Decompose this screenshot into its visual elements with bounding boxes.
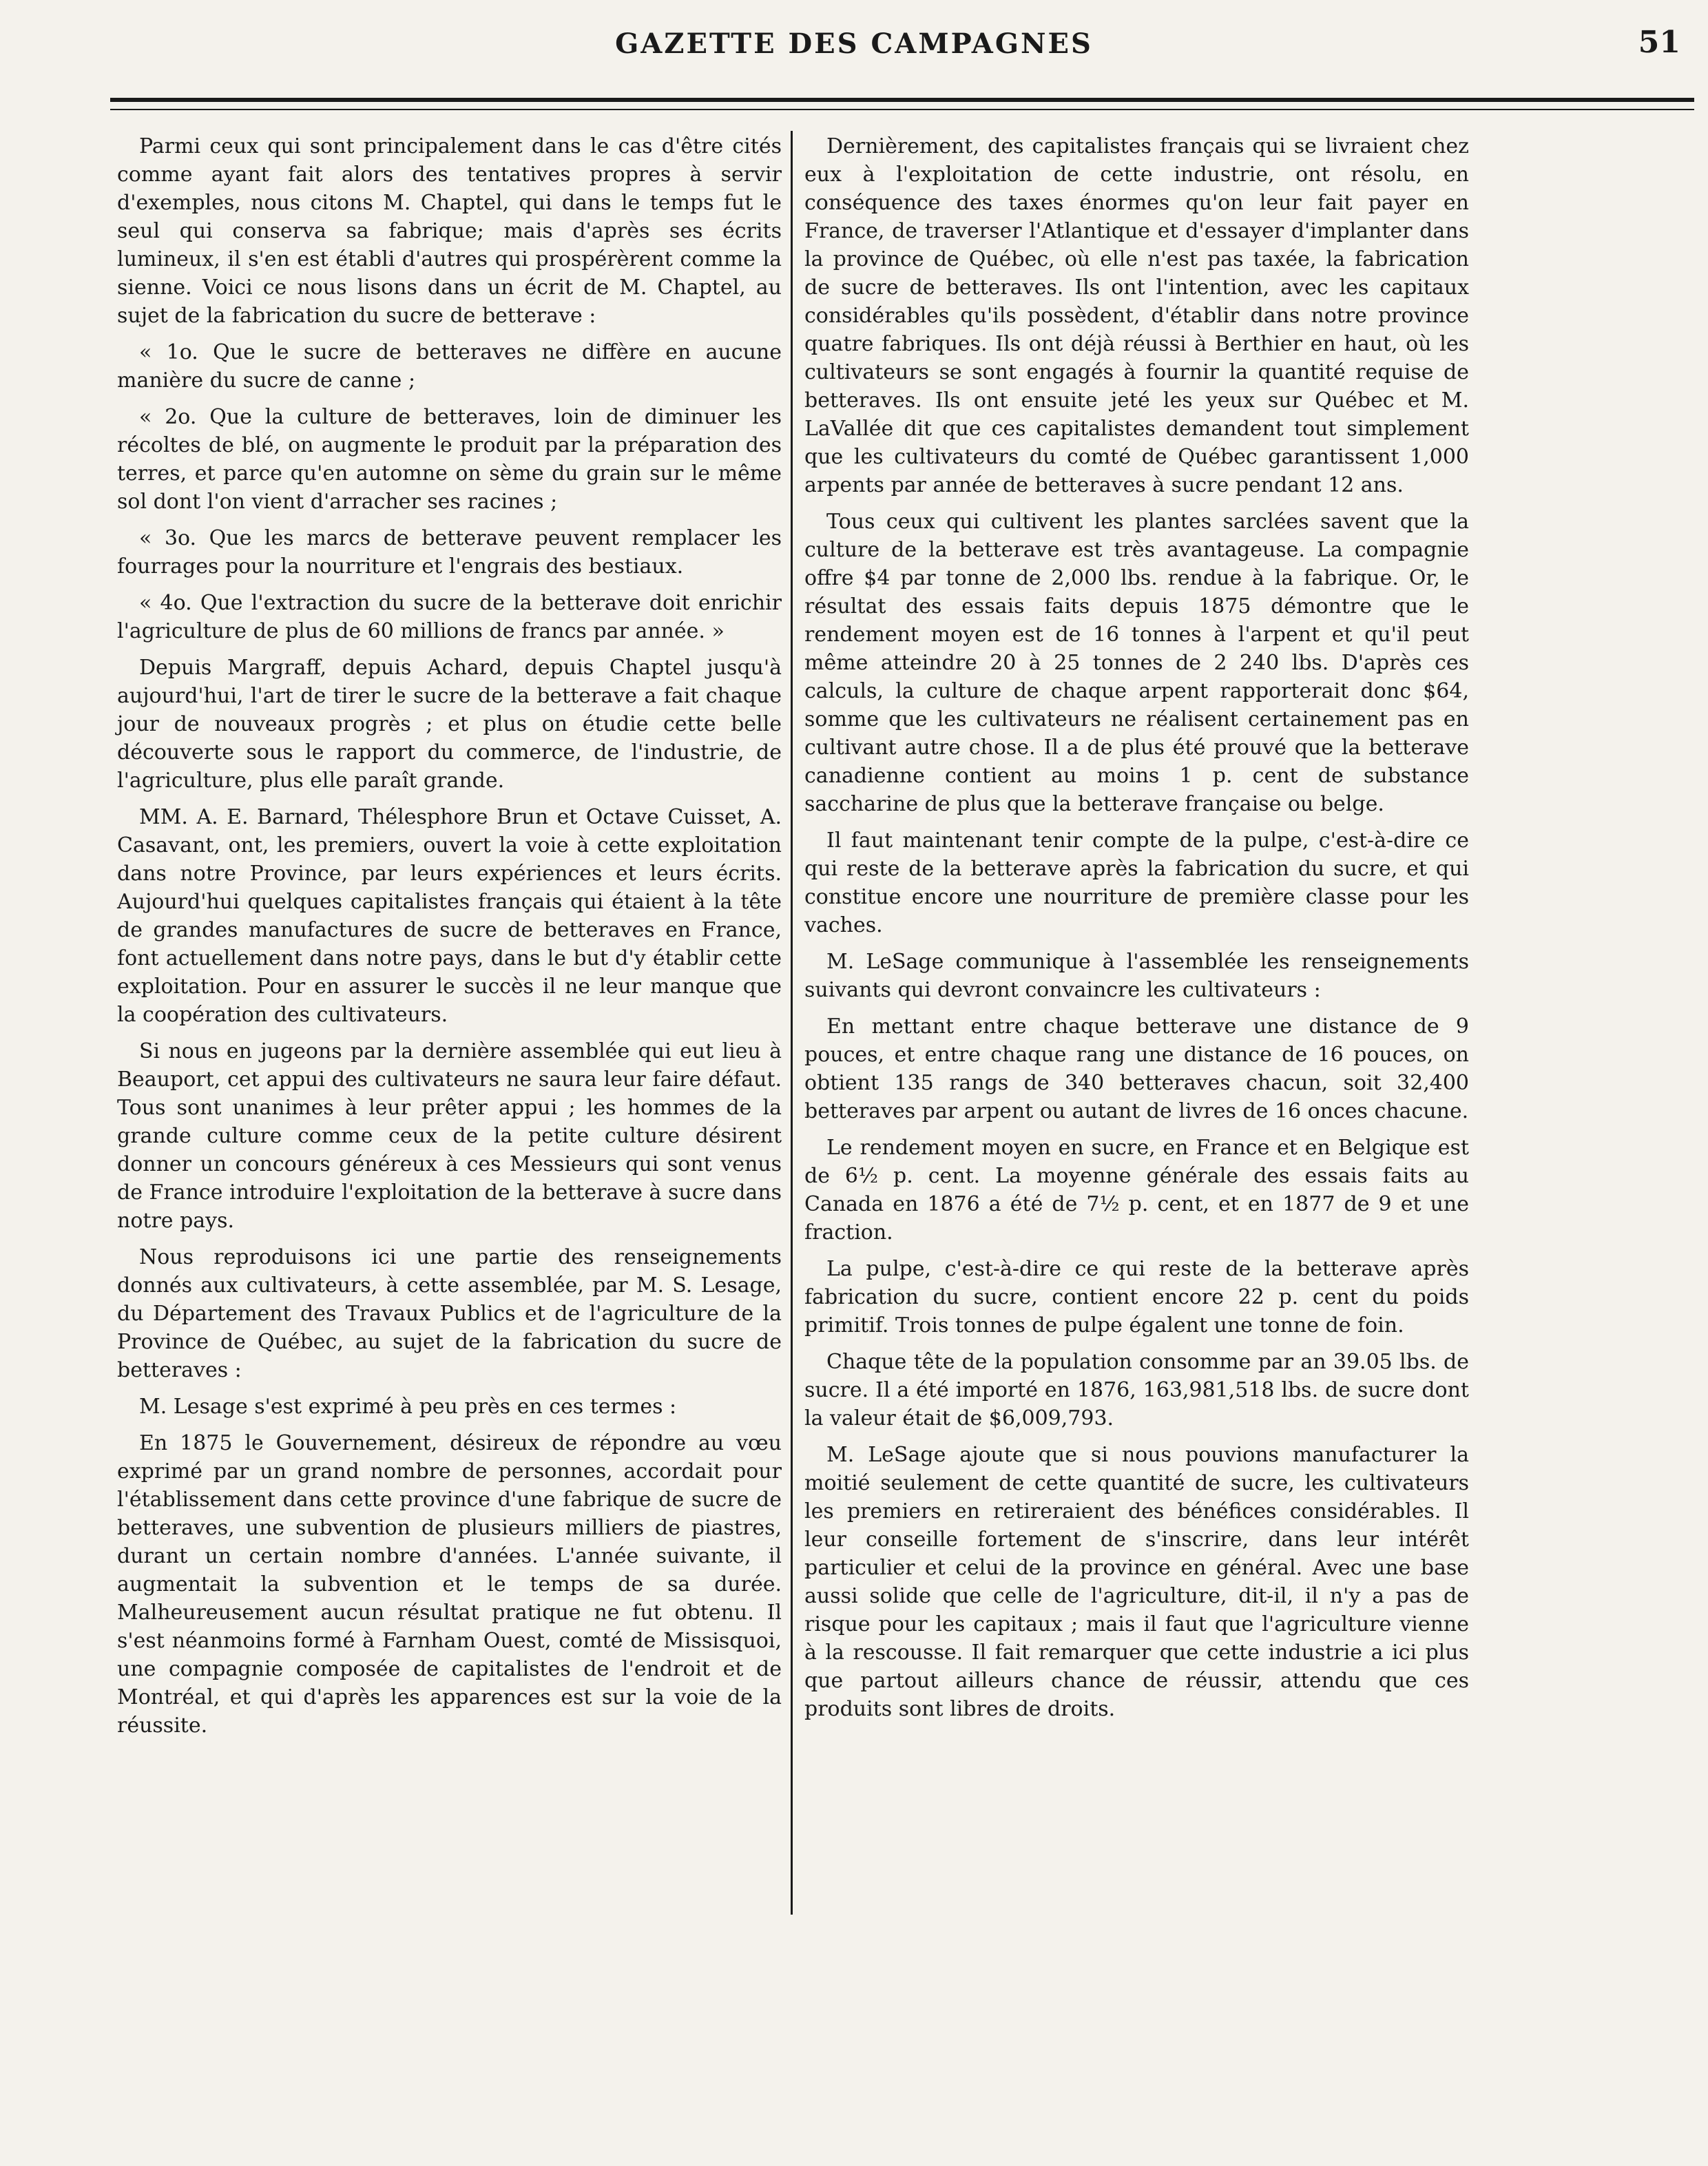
paragraph: « 3o. Que les marcs de betterave peuvent remplacer les fourrages pour la nourriture et l'engrais des bestiaux.: [117, 526, 782, 579]
paragraph: « 2o. Que la culture de betteraves, loin de diminuer les récoltes de blé, on augmente le produit par la préparation des terres, et parce qu'en automne on sème du grain sur le même sol dont l'on vient d'arracher ses racines ;: [117, 405, 782, 514]
paragraph: Dernièrement, des capitalistes français qui se livraient chez eux à l'exploitation de cette industrie, ont résolu, en conséquence des taxes énormes qu'on leur fait payer en France, de traverser l'Atlantique et d'essayer d'implanter dans la province de Québec, où elle n'est pas taxée, la fabrication de sucre de betteraves. Ils ont l'intention, avec les capitaux considérables qu'ils possèdent, d'établir dans notre province quatre fabriques. Ils ont déjà réussi à Berthier en haut, où les cultivateurs se sont engagés à fournir la quantité requise de betteraves. Ils ont ensuite jeté les yeux sur Québec et M. LaVallée dit que ces capitalistes demandent tout simplement que les cultivateurs du comté de Québec garantissent 1,000 arpents par année de betteraves à sucre pendant 12 ans.: [804, 134, 1469, 497]
paragraph: M. Lesage s'est exprimé à peu près en ces termes :: [139, 1395, 677, 1419]
paragraph: MM. A. E. Barnard, Thélesphore Brun et Octave Cuisset, A. Casavant, ont, les premiers, ouvert la voie à cette exploitation dans notre Province, par leurs expériences et leurs écrits. Aujourd'hui quelques capitalistes français qui étaient à la tête de grandes manufactures de sucre de betteraves en France, font actuellement dans notre pays, dans le but d'y établir cette exploitation. Pour en assurer le succès il ne leur manque que la coopération des cultivateurs.: [117, 805, 782, 1027]
paragraph: Il faut maintenant tenir compte de la pulpe, c'est-à-dire ce qui reste de la betterave après la fabrication du sucre, et qui constitue encore une nourriture de première classe pour les vaches.: [804, 829, 1469, 937]
right-column: [804, 132, 1469, 1731]
paragraph: « 4o. Que l'extraction du sucre de la betterave doit enrichir l'agriculture de plus de 60 millions de francs par année. »: [117, 591, 782, 643]
paragraph: Le rendement moyen en sucre, en France et en Belgique est de 6½ p. cent. La moyenne générale des essais faits au Canada en 1876 a été de 7½ p. cent, et en 1877 de 9 et une fraction.: [804, 1136, 1469, 1245]
paragraph: En mettant entre chaque betterave une distance de 9 pouces, et entre chaque rang une distance de 16 pouces, on obtient 135 rangs de 340 betteraves chacun, soit 32,400 betteraves par arpent ou autant de livres de 16 onces chacune.: [804, 1014, 1469, 1123]
left-column: [117, 132, 782, 1748]
paragraph: Depuis Margraff, depuis Achard, depuis Chaptel jusqu'à aujourd'hui, l'art de tirer le sucre de la betterave a fait chaque jour de nouveaux progrès ; et plus on étudie cette belle découverte sous le rapport du commerce, de l'industrie, de l'agriculture, plus elle paraît grande.: [117, 656, 782, 793]
paragraph: « 1o. Que le sucre de betteraves ne diffère en aucune manière du sucre de canne ;: [117, 340, 782, 393]
header-rule-thick: [110, 98, 1694, 102]
paragraph: M. LeSage ajoute que si nous pouvions manufacturer la moitié seulement de cette quantité de sucre, les cultivateurs les premiers en retireraient des bénéfices considérables. Il leur conseille fortement de s'inscrire, dans leur intérêt particulier et celui de la province en général. Avec une base aussi solide que celle de l'agriculture, dit-il, il n'y a pas de risque pour les capitaux ; mais il faut que l'agriculture vienne à la rescousse. Il fait remarquer que cette industrie a ici plus que partout ailleurs chance de réussir, attendu que ces produits sont libres de droits.: [804, 1443, 1469, 1721]
column-divider: [791, 131, 793, 1915]
page-title: GAZETTE DES CAMPAGNES: [615, 28, 1093, 60]
paragraph: M. LeSage communique à l'assemblée les renseignements suivants qui devront convaincre les cultivateurs :: [804, 950, 1469, 1002]
header-rule-thin: [110, 109, 1694, 110]
running-head: [0, 25, 1708, 69]
paragraph: La pulpe, c'est-à-dire ce qui reste de la betterave après fabrication du sucre, contient encore 22 p. cent du poids primitif. Trois tonnes de pulpe égalent une tonne de foin.: [804, 1257, 1469, 1337]
paragraph: Parmi ceux qui sont principalement dans le cas d'être cités comme ayant fait alors des tentatives propres à servir d'exemples, nous citons M. Chaptel, qui dans le temps fut le seul qui conserva sa fabrique; mais d'après ses écrits lumineux, il s'en est établi d'autres qui prospérèrent comme la sienne. Voici ce nous lisons dans un écrit de M. Chaptel, au sujet de la fabrication du sucre de betterave :: [117, 134, 782, 328]
paragraph: Tous ceux qui cultivent les plantes sarclées savent que la culture de la betterave est très avantageuse. La compagnie offre $4 par tonne de 2,000 lbs. rendue à la fabrique. Or, le résultat des essais faits depuis 1875 démontre que le rendement moyen est de 16 tonnes à l'arpent et qu'il peut même atteindre 20 à 25 tonnes de 2 240 lbs. D'après ces calculs, la culture de chaque arpent rapporterait donc $64, somme que les cultivateurs ne réalisent certainement pas en cultivant autre chose. Il a de plus été prouvé que la betterave canadienne contient au moins 1 p. cent de substance saccharine de plus que la betterave française ou belge.: [804, 510, 1469, 816]
paragraph: Si nous en jugeons par la dernière assemblée qui eut lieu à Beauport, cet appui des cultivateurs ne saura leur faire défaut. Tous sont unanimes à leur prêter appui ; les hommes de la grande culture comme ceux de la petite culture désirent donner un concours généreux à ces Messieurs qui sont venus de France introduire l'exploitation de la betterave à sucre dans notre pays.: [117, 1039, 782, 1233]
paragraph: En 1875 le Gouvernement, désireux de répondre au vœu exprimé par un grand nombre de personnes, accordait pour l'établissement dans cette province d'une fabrique de sucre de betteraves, une subvention de plusieurs milliers de piastres, durant un certain nombre d'années. L'année suivante, il augmentait la subvention et le temps de sa durée. Malheureusement aucun résultat pratique ne fut obtenu. Il s'est néanmoins formé à Farnham Ouest, comté de Missisquoi, une compagnie composée de capitalistes de l'endroit et de Montréal, et qui d'après les apparences est sur la voie de la réussite.: [117, 1431, 782, 1738]
paragraph: Chaque tête de la population consomme par an 39.05 lbs. de sucre. Il a été importé en 1876, 163,981,518 lbs. de sucre dont la valeur était de $6,009,793.: [804, 1350, 1469, 1430]
paragraph: Nous reproduisons ici une partie des renseignements donnés aux cultivateurs, à cette assemblée, par M. S. Lesage, du Département des Travaux Publics et de l'agriculture de la Province de Québec, au sujet de la fabrication du sucre de betteraves :: [117, 1245, 782, 1382]
page-number: 51: [1638, 25, 1680, 60]
